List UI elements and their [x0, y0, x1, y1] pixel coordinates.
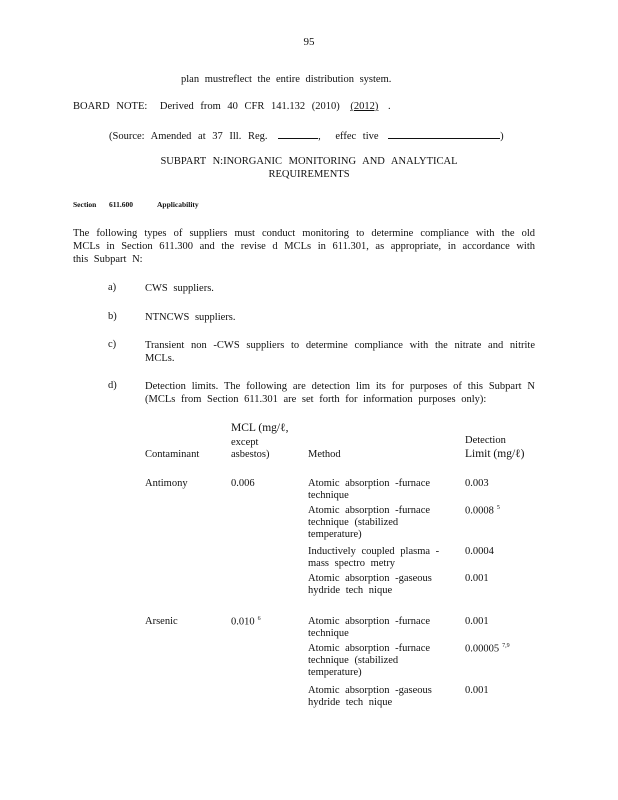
page-number: 95 — [303, 36, 315, 48]
cell-method-line: technique — [308, 490, 349, 501]
cell-limit: 0.001 — [465, 573, 489, 584]
subpart-title-line2: REQUIREMENTS — [268, 169, 350, 180]
cell-limit — [465, 643, 510, 656]
intro-fragment: plan mustreflect the entire distribution system. — [181, 74, 392, 85]
cell-method-line: hydride tech nique — [308, 585, 393, 596]
source-note — [109, 129, 504, 144]
cell-contaminant: Arsenic — [145, 616, 178, 627]
cell-method-line: temperature) — [308, 667, 362, 678]
header-method: Method — [308, 449, 341, 460]
item-b-marker: b) — [108, 311, 117, 322]
cell-method-line: technique — [308, 628, 349, 639]
cell-method-line: Inductively coupled plasma - — [308, 546, 440, 557]
board-note-text: Derived from 40 CFR 141.132 (2010) — [159, 101, 340, 112]
section-number: 611.600 — [109, 200, 133, 209]
cell-method-line: technique (stabilized — [308, 517, 399, 528]
cell-limit: 0.001 — [465, 616, 489, 627]
cell-mcl — [231, 616, 261, 629]
source-effective: effec tive — [335, 131, 379, 142]
item-a-marker: a) — [108, 282, 117, 293]
header-contaminant: Contaminant — [145, 449, 200, 460]
header-mcl: MCL (mg/ℓ, — [231, 422, 289, 434]
cell-limit-value: 0.0008 — [465, 505, 494, 517]
cell-method-line: Atomic absorption -gaseous — [308, 573, 432, 584]
board-note-end: . — [388, 101, 391, 112]
cell-method-line: Atomic absorption -gaseous — [308, 685, 432, 696]
item-b-text: NTNCWS suppliers. — [145, 312, 236, 323]
source-comma: , — [318, 131, 321, 142]
source-close: ) — [500, 131, 504, 142]
item-c-marker: c) — [108, 339, 117, 350]
footnote-marker: 7,9 — [502, 643, 510, 649]
cell-method-line: Atomic absorption -furnace — [308, 643, 431, 654]
subpart-title-line1: SUBPART N:INORGANIC MONITORING AND ANALYTICAL — [160, 156, 458, 167]
item-d-marker: d) — [108, 380, 117, 391]
header-limit: Limit (mg/ℓ) — [465, 448, 525, 460]
board-note-year: (2012) — [350, 101, 379, 112]
item-c-text: Transient non -CWS suppliers to determine compliance with the nitrate and nitrite MCLs. — [145, 340, 535, 365]
cell-method-line: Atomic absorption -furnace — [308, 478, 431, 489]
cell-method-line: hydride tech nique — [308, 697, 393, 708]
source-register-blank — [278, 129, 318, 139]
section-label: Section — [73, 200, 97, 209]
applicability-paragraph: The following types of suppliers must conduct monitoring to determine compliance with the old MCLs in Section 611.300 and the revise d MCLs in 611.301, as appropriate, in accordance with this Subpart N: — [73, 228, 535, 266]
header-detection: Detection — [465, 435, 506, 446]
cell-method-line: temperature) — [308, 529, 362, 540]
board-note — [73, 101, 391, 114]
item-a-text: CWS suppliers. — [145, 283, 214, 294]
cell-method-line: Atomic absorption -furnace — [308, 505, 431, 516]
cell-limit — [465, 505, 500, 518]
cell-mcl: 0.006 — [231, 478, 255, 489]
cell-limit-value: 0.00005 — [465, 643, 500, 655]
footnote-marker: 6 — [257, 616, 261, 622]
source-text: (Source: Amended at 37 Ill. Reg. — [109, 131, 268, 142]
cell-contaminant: Antimony — [145, 478, 188, 489]
cell-limit: 0.003 — [465, 478, 489, 489]
board-note-label: BOARD NOTE: — [73, 101, 148, 112]
header-mcl-asbestos: asbestos) — [231, 449, 270, 460]
cell-limit: 0.0004 — [465, 546, 494, 557]
cell-mcl-value: 0.010 — [231, 616, 255, 628]
cell-method-line: technique (stabilized — [308, 655, 399, 666]
cell-limit: 0.001 — [465, 685, 489, 696]
source-effective-blank — [388, 129, 500, 139]
section-title: Applicability — [157, 200, 199, 209]
footnote-marker: 5 — [496, 505, 500, 511]
cell-method-line: Atomic absorption -furnace — [308, 616, 431, 627]
header-mcl-except: except — [231, 437, 259, 448]
item-d-text: Detection limits. The following are detection lim its for purposes of this Subpart N (MCLs from Section 611.301 are set forth for information purposes only): — [145, 381, 535, 406]
cell-method-line: mass spectro metry — [308, 558, 396, 569]
